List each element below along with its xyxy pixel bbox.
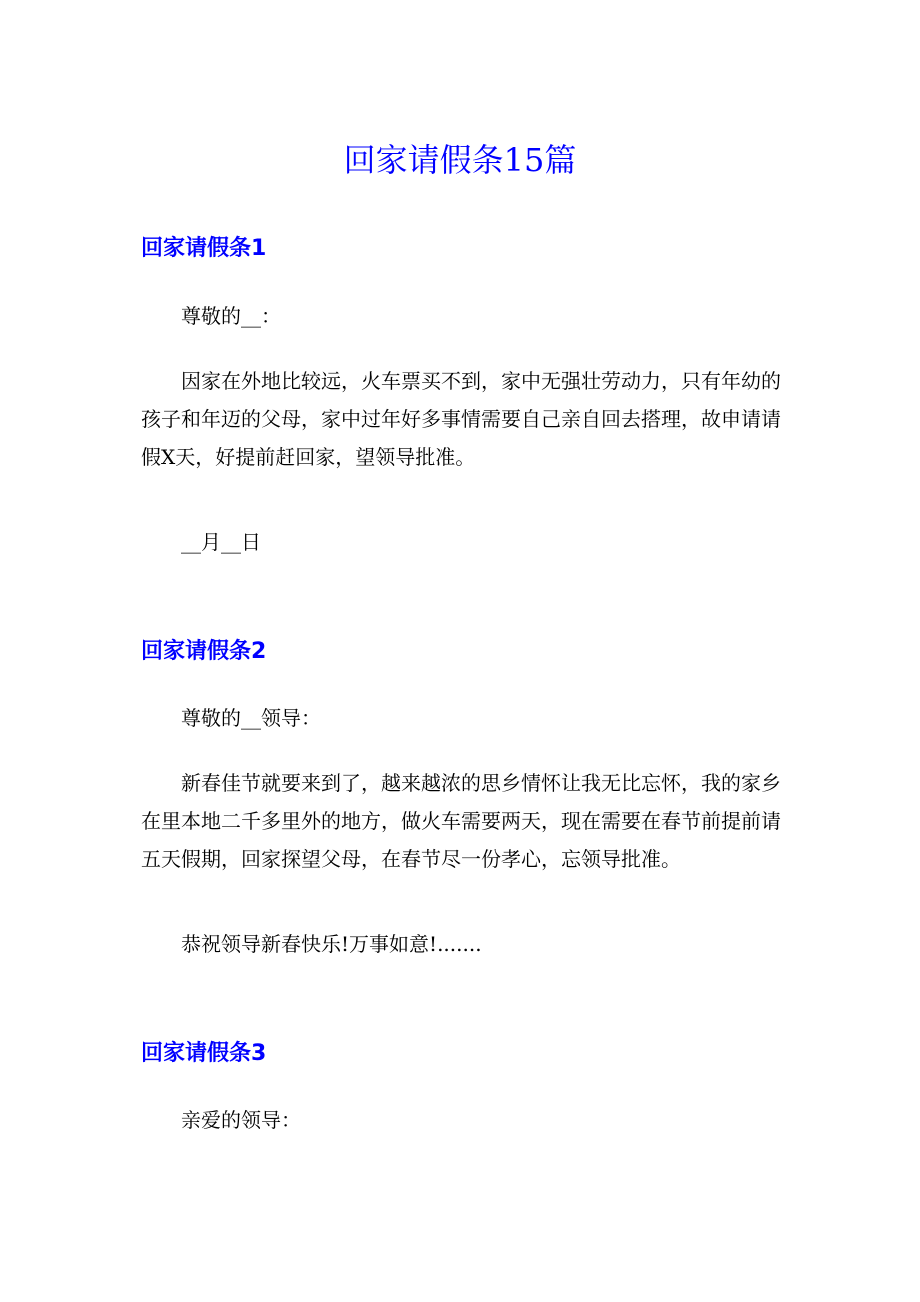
date-line-1: __月__日 (181, 530, 261, 554)
closing-line-2: 恭祝领导新春快乐!万事如意!....... (181, 932, 482, 956)
salutation-2: 尊敬的__领导： (181, 706, 321, 730)
body-paragraph-1: 因家在外地比较远，火车票买不到，家中无强壮劳动力，只有年幼的孩子和年迈的父母，家中过年好多事情需要自己亲自回去搭理，故申请请假X天，好提前赶回家，望领导批准。 (141, 369, 781, 469)
salutation-3: 亲爱的领导： (181, 1108, 301, 1132)
section-heading-2: 回家请假条2 (141, 639, 267, 664)
section-heading-3: 回家请假条3 (141, 1041, 267, 1066)
document-title: 回家请假条15篇 (343, 141, 577, 179)
body-paragraph-2: 新春佳节就要来到了，越来越浓的思乡情怀让我无比忘怀，我的家乡在里本地二千多里外的地方，做火车需要两天，现在需要在春节前提前请五天假期，回家探望父母，在春节尽一份孝心，忘领导批准。 (141, 771, 781, 871)
section-heading-1: 回家请假条1 (141, 236, 267, 261)
salutation-1: 尊敬的__： (181, 304, 281, 328)
